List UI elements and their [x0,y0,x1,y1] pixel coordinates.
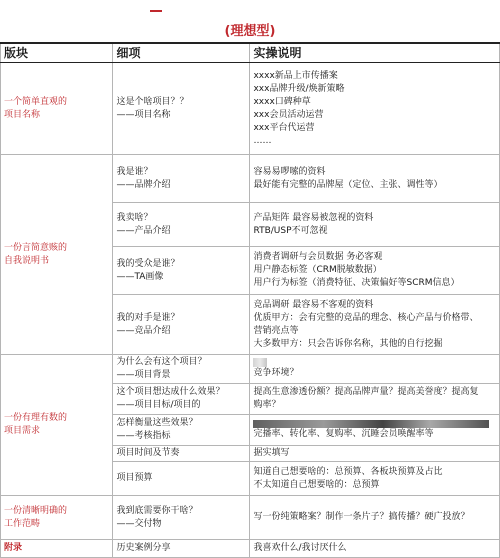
header-item: 细项 [113,43,250,63]
desc-cell: 竞品调研 最容易不客观的资料 优质甲方：会有完整的竞品的理念、核心产品与价格带、 营销亮点等 大多数甲方：只会告诉你名称，其他的自行挖掘 [250,295,500,355]
desc-cell: xxxx新品上市传播案 xxx品牌升级/焕新策略 xxxx口碑种草 xxx会员活动运营 xxx平台代运营 …… [250,63,500,155]
item-cell: 我是谁？ ——品牌介绍 [113,155,250,203]
item-cell: 我到底需要你干啥？ ——交付物 [113,496,250,540]
item-cell: 历史案例分享 [113,540,250,558]
section-title: 一份有理有数的 项目需求 [1,355,113,496]
item-cell: 项目时间及节奏 [113,446,250,462]
table-row [1,496,500,540]
desc-cell: 我喜欢什么/我讨厌什么 [250,540,500,558]
item-cell: 为什么会有这个项目？ ——项目背景 [113,355,250,384]
desc-cell: 据实填写 [250,446,500,462]
desc-cell: 消费者调研与会员数据 务必客观 用户静态标签（CRM脱敏数据） 用户行为标签（消费特征、决策偏好等SCRM信息） [250,247,500,295]
item-cell: 怎样衡量这些效果？ ——考核指标 [113,415,250,446]
item-cell: 我的对手是谁？ ——竞品介绍 [113,295,250,355]
table-row [1,540,500,558]
item-cell: 项目预算 [113,462,250,496]
section-title: 一个简单直观的 项目名称 [1,63,113,155]
desc-cell: 提高生意渗透份额？提高品牌声量？提高美誉度？提高复 购率？ [250,384,500,415]
section-title: 一份言简意赅的 自我说明书 [1,155,113,355]
table-row [1,155,500,203]
desc-cell: 竞争环境？ [250,355,500,384]
desc-cell: 完播率、转化率、复购率、沉睡会员唤醒率等 [250,415,500,446]
title-dash [150,10,162,12]
section-title: 附录 [1,540,113,558]
table-row [1,355,500,384]
table-row [1,63,500,155]
redacted-blur [253,358,267,367]
top-bar [0,0,500,22]
brief-table [0,42,500,558]
desc-cell: 容易易啰嗦的资料 最好能有完整的品牌屋（定位、主张、调性等） [250,155,500,203]
desc-cell: 产品矩阵 最容易被忽视的资料 RTB/USP不可忽视 [250,203,500,247]
item-cell: 我的受众是谁？ ——TA画像 [113,247,250,295]
page-subtitle: (理想型) [224,24,276,39]
item-cell: 这是个啥项目？？ ——项目名称 [113,63,250,155]
item-cell: 我卖啥？ ——产品介绍 [113,203,250,247]
desc-cell: 写一份纯策略案？制作一条片子？搞传播？硬广投放？ [250,496,500,540]
header-row [1,43,500,63]
item-cell: 这个项目想达成什么效果？ ——项目目标/项目的 [113,384,250,415]
section-title: 一份清晰明确的 工作范畴 [1,496,113,540]
desc-cell: 知道自己想要啥的：总预算、各板块预算及占比 不太知道自己想要啥的：总预算 [250,462,500,496]
redacted-blur [253,420,489,428]
header-section: 版块 [1,43,113,63]
header-desc: 实操说明 [250,43,500,63]
